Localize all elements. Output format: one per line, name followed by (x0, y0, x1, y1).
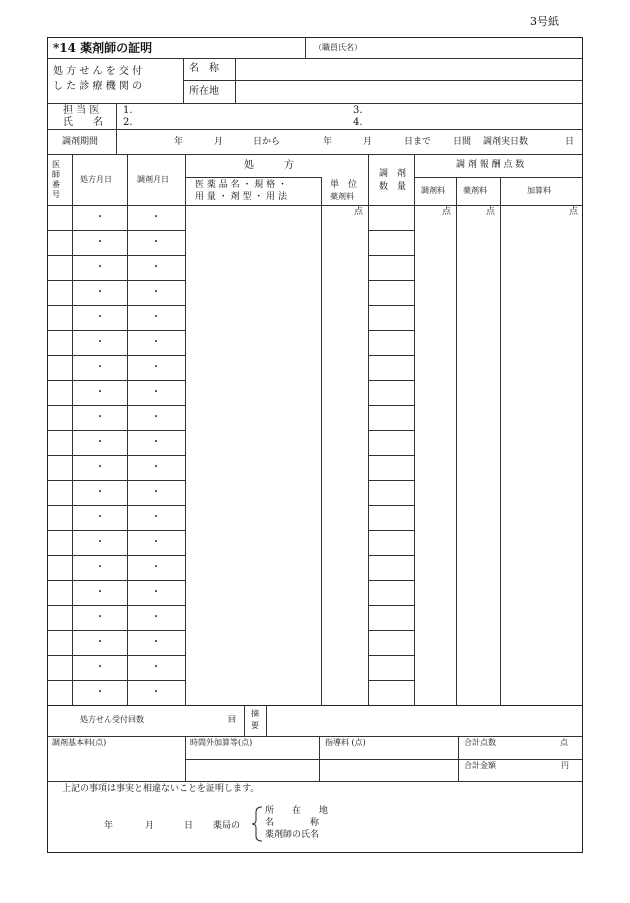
total-points-label: 合計点数 (464, 738, 496, 747)
dispense-date-separator: ・ (151, 261, 161, 273)
qty-header-line1: 調 剤 (379, 169, 407, 179)
overtime-label: 時間外加算等(点) (190, 738, 253, 747)
dispense-date-header: 調剤月日 (137, 175, 169, 184)
fee-dispense-header: 調剤料 (421, 186, 445, 195)
actual-days-label: 調剤実日数 (483, 137, 529, 147)
row-divider (47, 530, 72, 531)
row-divider (368, 655, 414, 656)
row-divider (72, 380, 127, 381)
row-divider (368, 530, 414, 531)
period-day-from: 日から (253, 137, 281, 147)
doctor-2: 2. (123, 117, 133, 128)
dispense-date-separator: ・ (151, 386, 161, 398)
row-divider (127, 605, 185, 606)
row-divider (47, 280, 72, 281)
row-divider (47, 480, 72, 481)
row-divider (368, 255, 414, 256)
row-divider (47, 380, 72, 381)
doctor-4: 4. (353, 117, 363, 128)
dispense-date-separator: ・ (151, 336, 161, 348)
row-divider (368, 230, 414, 231)
cert-day: 日 (184, 821, 194, 831)
row-divider (47, 430, 72, 431)
row-divider (368, 630, 414, 631)
unit-header-line1: 単 位 (330, 180, 358, 190)
fee-add-header: 加算料 (527, 186, 551, 195)
staff-name-field[interactable] (362, 39, 582, 57)
period-day-to: 日まで (404, 137, 432, 147)
fee-drug-header: 薬剤料 (463, 186, 487, 195)
row-divider (72, 430, 127, 431)
rx-count-unit: 回 (228, 715, 236, 724)
row-divider (72, 530, 127, 531)
row-divider (72, 230, 127, 231)
staff-name-label: （職員氏名） (314, 43, 362, 52)
row-divider (47, 630, 72, 631)
pharmacy-address-label: 所 在 地 (265, 806, 329, 816)
period-label: 調剤期間 (62, 137, 99, 147)
row-divider (127, 380, 185, 381)
row-divider (368, 330, 414, 331)
doctor-1: 1. (123, 105, 133, 116)
basic-fee-label: 調剤基本料(点) (52, 738, 107, 747)
row-divider (47, 230, 72, 231)
rx-date-separator: ・ (95, 461, 105, 473)
rx-date-separator: ・ (95, 686, 105, 698)
row-divider (72, 605, 127, 606)
summary-label-2: 要 (251, 721, 259, 730)
row-divider (47, 505, 72, 506)
dispense-date-separator: ・ (151, 236, 161, 248)
drug-header-line2: 用 量 ・ 剤 型 ・ 用 法 (195, 192, 288, 202)
row-divider (127, 255, 185, 256)
cert-month: 月 (145, 821, 155, 831)
row-divider (368, 430, 414, 431)
row-divider (47, 255, 72, 256)
institution-label-line1: 処 方 せ ん を 交 付 (53, 66, 143, 77)
period-year-to: 年 (323, 137, 333, 147)
row-divider (72, 630, 127, 631)
row-divider (72, 455, 127, 456)
row-divider (72, 680, 127, 681)
row-divider (368, 455, 414, 456)
row-divider (127, 530, 185, 531)
unit-point-label: 点 (354, 207, 364, 217)
fee-add-point-label: 点 (569, 207, 579, 217)
rx-date-separator: ・ (95, 286, 105, 298)
row-divider (72, 555, 127, 556)
row-divider (72, 305, 127, 306)
row-divider (47, 305, 72, 306)
row-divider (127, 555, 185, 556)
row-divider (47, 405, 72, 406)
pharmacist-name-label: 薬剤師の氏名 (265, 830, 320, 840)
row-divider (127, 680, 185, 681)
summary-label-1: 摘 (251, 709, 259, 718)
rx-date-separator: ・ (95, 436, 105, 448)
doctor-label-line1: 担 当 医 (63, 105, 100, 116)
row-divider (47, 455, 72, 456)
row-divider (368, 280, 414, 281)
row-divider (127, 580, 185, 581)
row-divider (47, 605, 72, 606)
dispense-date-separator: ・ (151, 686, 161, 698)
qty-header-line2: 数 量 (379, 182, 407, 192)
row-divider (368, 380, 414, 381)
dispense-date-separator: ・ (151, 286, 161, 298)
dispense-date-separator: ・ (151, 411, 161, 423)
row-divider (127, 480, 185, 481)
dispense-date-separator: ・ (151, 486, 161, 498)
row-divider (127, 230, 185, 231)
row-divider (72, 330, 127, 331)
row-divider (127, 430, 185, 431)
row-divider (127, 455, 185, 456)
row-divider (368, 480, 414, 481)
dispense-date-separator: ・ (151, 586, 161, 598)
dispense-date-separator: ・ (151, 361, 161, 373)
rx-date-separator: ・ (95, 236, 105, 248)
row-divider (127, 280, 185, 281)
row-divider (127, 655, 185, 656)
period-days: 日間 (453, 137, 472, 147)
rx-date-header: 処方月日 (80, 175, 112, 184)
row-divider (368, 580, 414, 581)
dispense-date-separator: ・ (151, 611, 161, 623)
row-divider (127, 305, 185, 306)
rx-date-separator: ・ (95, 411, 105, 423)
doctor-number-header: 医 師 番 号 (52, 160, 60, 199)
total-points-unit: 点 (560, 738, 568, 747)
rx-count-label: 処方せん受付回数 (80, 715, 144, 724)
rx-date-separator: ・ (95, 336, 105, 348)
institution-name-field[interactable] (237, 60, 581, 79)
dispense-date-separator: ・ (151, 211, 161, 223)
row-divider (47, 680, 72, 681)
row-divider (47, 655, 72, 656)
dispense-date-separator: ・ (151, 511, 161, 523)
row-divider (72, 480, 127, 481)
row-divider (368, 405, 414, 406)
total-amount-unit: 円 (561, 761, 569, 770)
row-divider (72, 280, 127, 281)
rx-date-separator: ・ (95, 536, 105, 548)
rx-date-separator: ・ (95, 486, 105, 498)
prescription-header: 処 方 (244, 160, 294, 171)
rx-date-separator: ・ (95, 561, 105, 573)
fee-drug-point-label: 点 (486, 207, 496, 217)
rx-date-separator: ・ (95, 386, 105, 398)
period-year-from: 年 (174, 137, 184, 147)
fee-header: 調 剤 報 酬 点 数 (456, 160, 525, 170)
rx-date-separator: ・ (95, 611, 105, 623)
row-divider (47, 355, 72, 356)
rx-date-separator: ・ (95, 311, 105, 323)
row-divider (47, 555, 72, 556)
row-divider (47, 330, 72, 331)
doctor-3: 3. (353, 105, 363, 116)
rx-date-separator: ・ (95, 636, 105, 648)
rx-date-separator: ・ (95, 211, 105, 223)
unit-header-line2: 薬剤料 (330, 192, 354, 201)
period-month-to: 月 (363, 137, 373, 147)
rx-date-separator: ・ (95, 361, 105, 373)
row-divider (72, 505, 127, 506)
row-divider (72, 655, 127, 656)
rx-date-separator: ・ (95, 586, 105, 598)
rx-date-separator: ・ (95, 511, 105, 523)
row-divider (368, 680, 414, 681)
row-divider (127, 505, 185, 506)
institution-address-field[interactable] (237, 82, 581, 101)
row-divider (127, 630, 185, 631)
form-number: 3号紙 (530, 15, 559, 28)
rx-date-separator: ・ (95, 261, 105, 273)
dispense-date-separator: ・ (151, 536, 161, 548)
row-divider (127, 330, 185, 331)
row-divider (72, 580, 127, 581)
dispense-date-separator: ・ (151, 661, 161, 673)
row-divider (127, 355, 185, 356)
institution-address-label: 所在地 (189, 86, 219, 97)
pharmacy-name-label: 名 称 (265, 818, 320, 828)
dispense-date-separator: ・ (151, 436, 161, 448)
row-divider (368, 555, 414, 556)
certification-statement: 上記の事項は事実と相違ないことを証明します。 (62, 784, 260, 794)
fee-dispense-point-label: 点 (442, 207, 452, 217)
brace-icon (250, 806, 264, 842)
drug-header-line1: 医 薬 品 名 ・ 規 格 ・ (195, 180, 288, 190)
institution-name-label: 名 称 (189, 63, 219, 74)
row-divider (72, 405, 127, 406)
form-title: *14 薬剤師の証明 (53, 41, 153, 55)
doctor-label-line2: 氏 名 (63, 117, 103, 128)
cert-year: 年 (104, 821, 114, 831)
dispense-date-separator: ・ (151, 636, 161, 648)
period-month-from: 月 (214, 137, 224, 147)
total-amount-label: 合計金額 (464, 761, 496, 770)
dispense-date-separator: ・ (151, 461, 161, 473)
pharmacy-of-label: 薬局の (213, 821, 241, 831)
summary-field[interactable] (268, 707, 581, 734)
row-divider (368, 355, 414, 356)
guidance-label: 指導料 (点) (325, 738, 366, 747)
row-divider (47, 580, 72, 581)
row-divider (72, 255, 127, 256)
row-divider (72, 355, 127, 356)
rx-date-separator: ・ (95, 661, 105, 673)
row-divider (368, 605, 414, 606)
dispense-date-separator: ・ (151, 311, 161, 323)
dispense-date-separator: ・ (151, 561, 161, 573)
row-divider (368, 305, 414, 306)
row-divider (127, 405, 185, 406)
actual-days-unit: 日 (565, 137, 575, 147)
row-divider (368, 505, 414, 506)
institution-label-line2: し た 診 療 機 関 の (53, 81, 143, 92)
